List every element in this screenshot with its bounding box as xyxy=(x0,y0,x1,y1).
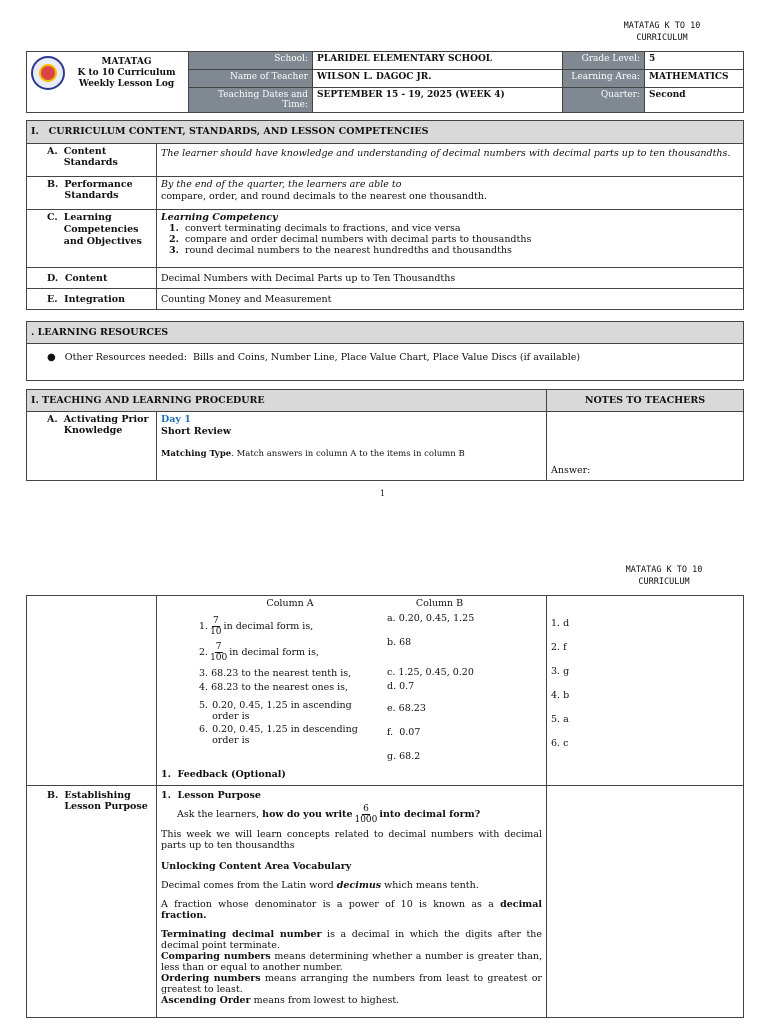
column-b-title: Column B xyxy=(415,598,464,609)
column-a xyxy=(161,598,381,762)
term-definition: Ascending Order means from lowest to highest. xyxy=(161,995,400,1006)
row-letter-c: C. xyxy=(47,212,58,223)
notes-empty-cell xyxy=(547,786,744,1018)
integration-e-text: Counting Money and Measurement xyxy=(157,289,744,310)
column-b-item: a. 0.20, 0.45, 1.25 xyxy=(387,613,475,624)
resources-cell xyxy=(27,344,744,381)
bullet-icon: ● xyxy=(47,352,56,363)
lc-item: 2. compare and order decimal numbers with decimal parts to thousandths xyxy=(169,234,532,245)
performance-standards-label-2: Standards xyxy=(64,190,119,201)
column-b-item: d. 0.7 xyxy=(387,681,415,692)
activating-label-cell xyxy=(27,412,157,481)
learning-area-value: MATHEMATICS xyxy=(645,70,744,88)
learning-area-label: Learning Area: xyxy=(563,70,645,88)
performance-standards-label-1: Performance xyxy=(64,179,133,190)
ask-question: Ask the learners, how do you write $\frac{6}{1000}$ into decimal form? xyxy=(177,804,481,825)
column-a-item: 6. 0.20, 0.45, 1.25 in descending order is xyxy=(199,724,358,746)
fraction: $\frac{6}{1000}$ xyxy=(354,804,378,825)
fraction: $\frac{7}{100}$ xyxy=(210,641,228,663)
lesson-purpose-title: 1. Lesson Purpose xyxy=(161,790,261,801)
column-b-item: f. 0.07 xyxy=(387,727,421,738)
activating-label-2: Knowledge xyxy=(63,425,123,436)
establishing-label-2: Lesson Purpose xyxy=(64,801,148,812)
page-number: 1 xyxy=(380,489,386,498)
curriculum-line-1: MATATAG K TO 10 xyxy=(623,21,701,31)
short-review-label: Short Review xyxy=(161,426,232,437)
answer-item: 3. g xyxy=(551,666,570,677)
grade-level-label: Grade Level: xyxy=(563,52,645,70)
answer-item: 1. d xyxy=(551,618,570,629)
column-a-item: 2. $\frac{7}{100}$ in decimal form is, xyxy=(199,641,319,663)
lc-item: 3. round decimal numbers to the nearest hundredths and thousandths xyxy=(169,245,512,256)
matching-instruction: Matching Type. Match answers in column A to the items in column B xyxy=(161,449,465,459)
content-standards-label-2: Standards xyxy=(63,157,118,168)
lesson-log-header xyxy=(26,51,744,113)
grade-level-value: 5 xyxy=(645,52,744,70)
teacher-label: Name of Teacher xyxy=(189,70,313,88)
lesson-purpose-cell xyxy=(157,786,547,1018)
curriculum-line-1: MATATAG K TO 10 xyxy=(625,565,703,575)
answer-item: 6. c xyxy=(551,738,569,749)
curriculum-header-top xyxy=(602,20,722,44)
curriculum-header-top-page2 xyxy=(604,564,724,588)
section-2-title: . LEARNING RESOURCES xyxy=(27,322,744,344)
decimal-definition: Decimal comes from the Latin word decimus which means tenth. xyxy=(161,880,479,891)
column-b-item: b. 68 xyxy=(387,637,412,648)
school-label: School: xyxy=(189,52,313,70)
school-value: PLARIDEL ELEMENTARY SCHOOL xyxy=(313,52,563,70)
column-b-item: c. 1.25, 0.45, 0.20 xyxy=(387,667,474,678)
lc-heading: Learning Competency xyxy=(161,212,278,223)
lc-label-3: and Objectives xyxy=(63,236,142,247)
activating-label-1: Activating Prior xyxy=(63,414,149,425)
page2-procedure-table xyxy=(26,595,744,1018)
performance-standards-text-1: By the end of the quarter, the learners are able to xyxy=(161,179,402,190)
answer-item: 4. b xyxy=(551,690,570,701)
curriculum-line-2: CURRICULUM xyxy=(636,33,688,43)
term-definition: Comparing numbers means determining whether a number is greater than, less than or equal to another number. xyxy=(161,951,543,973)
activating-cell xyxy=(157,412,547,481)
notes-title: NOTES TO TEACHERS xyxy=(547,390,744,412)
dates-value: SEPTEMBER 15 - 19, 2025 (WEEK 4) xyxy=(313,88,563,113)
learning-competencies-cell xyxy=(157,210,744,268)
row-letter-a: A. xyxy=(47,414,58,425)
performance-standards-label-cell xyxy=(27,177,157,210)
week-intro-text: This week we will learn concepts related to decimal numbers with decimal parts up to ten thousandths xyxy=(161,829,542,851)
column-b-item: g. 68.2 xyxy=(387,751,421,762)
content-standards-label-1: Content xyxy=(63,146,107,157)
establishing-label-cell xyxy=(27,786,157,1018)
column-a-item: 1. $\frac{7}{10}$ in decimal form is, xyxy=(199,615,314,637)
lc-label-1: Learning xyxy=(63,212,112,223)
content-d-label: D. Content xyxy=(27,268,157,289)
answer-label: Answer: xyxy=(547,412,744,481)
curriculum-content-section xyxy=(26,120,744,310)
content-d-text: Decimal Numbers with Decimal Parts up to Ten Thousandths xyxy=(157,268,744,289)
curriculum-line-2: CURRICULUM xyxy=(638,577,690,587)
lc-label-2: Competencies xyxy=(63,224,139,235)
log-title-line-2: K to 10 Curriculum xyxy=(77,67,176,78)
matching-columns-cell xyxy=(157,596,547,786)
content-standards-text: The learner should have knowledge and understanding of decimal numbers with decimal parts up to ten thousandths. xyxy=(157,144,744,177)
quarter-value: Second xyxy=(645,88,744,113)
column-a-item: 4. 68.23 to the nearest ones is, xyxy=(199,682,349,693)
performance-standards-cell xyxy=(157,177,744,210)
section-3-title: I. TEACHING AND LEARNING PROCEDURE xyxy=(27,390,547,412)
resources-text: Other Resources needed: Bills and Coins, Number Line, Place Value Chart, Place Value Discs (if available) xyxy=(64,352,581,363)
learning-competencies-label-cell xyxy=(27,210,157,268)
quarter-label: Quarter: xyxy=(563,88,645,113)
performance-standards-text-2: compare, order, and round decimals to the nearest one thousandth. xyxy=(161,191,488,202)
learning-resources-section xyxy=(26,321,744,381)
fraction: $\frac{7}{10}$ xyxy=(210,615,222,637)
row-letter-b: B. xyxy=(47,179,59,190)
log-title-cell xyxy=(27,52,189,113)
deped-seal-icon xyxy=(31,56,65,90)
term-definition: Ordering numbers means arranging the numbers from least to greatest or greatest to least. xyxy=(161,973,542,995)
establishing-label-1: Establishing xyxy=(64,790,131,801)
term-definition: Terminating decimal number is a decimal in which the digits after the decimal point terminate. xyxy=(161,929,542,951)
feedback-label: 1. Feedback (Optional) xyxy=(161,769,286,780)
teacher-value: WILSON L. DAGOC JR. xyxy=(313,70,563,88)
column-a-title: Column A xyxy=(266,598,314,609)
teaching-procedure-section xyxy=(26,389,744,481)
column-a-item: 3. 68.23 to the nearest tenth is, xyxy=(199,668,352,679)
vocabulary-title: Unlocking Content Area Vocabulary xyxy=(161,861,352,872)
integration-e-label: E. Integration xyxy=(27,289,157,310)
column-b xyxy=(381,598,542,762)
column-a-item: 5. 0.20, 0.45, 1.25 in ascending order is xyxy=(199,700,352,722)
answer-item: 2. f xyxy=(551,642,567,653)
answers-cell xyxy=(547,596,744,786)
dates-label: Teaching Dates and Time: xyxy=(189,88,313,113)
column-b-item: e. 68.23 xyxy=(387,703,426,714)
decimal-fraction-definition: A fraction whose denominator is a power of 10 is known as a decimal fraction. xyxy=(161,899,542,921)
lc-item: 1. convert terminating decimals to fractions, and vice versa xyxy=(169,223,461,234)
content-standards-label-cell xyxy=(27,144,157,177)
log-title-line-1: MATATAG xyxy=(101,56,152,67)
section-1-title: I. CURRICULUM CONTENT, STANDARDS, AND LESSON COMPETENCIES xyxy=(27,121,744,144)
day-label: Day 1 xyxy=(161,414,191,425)
row-letter-b: B. xyxy=(47,790,59,801)
empty-label-cell xyxy=(27,596,157,786)
log-title-line-3: Weekly Lesson Log xyxy=(78,78,175,89)
answer-item: 5. a xyxy=(551,714,569,725)
row-letter-a: A. xyxy=(47,146,58,157)
